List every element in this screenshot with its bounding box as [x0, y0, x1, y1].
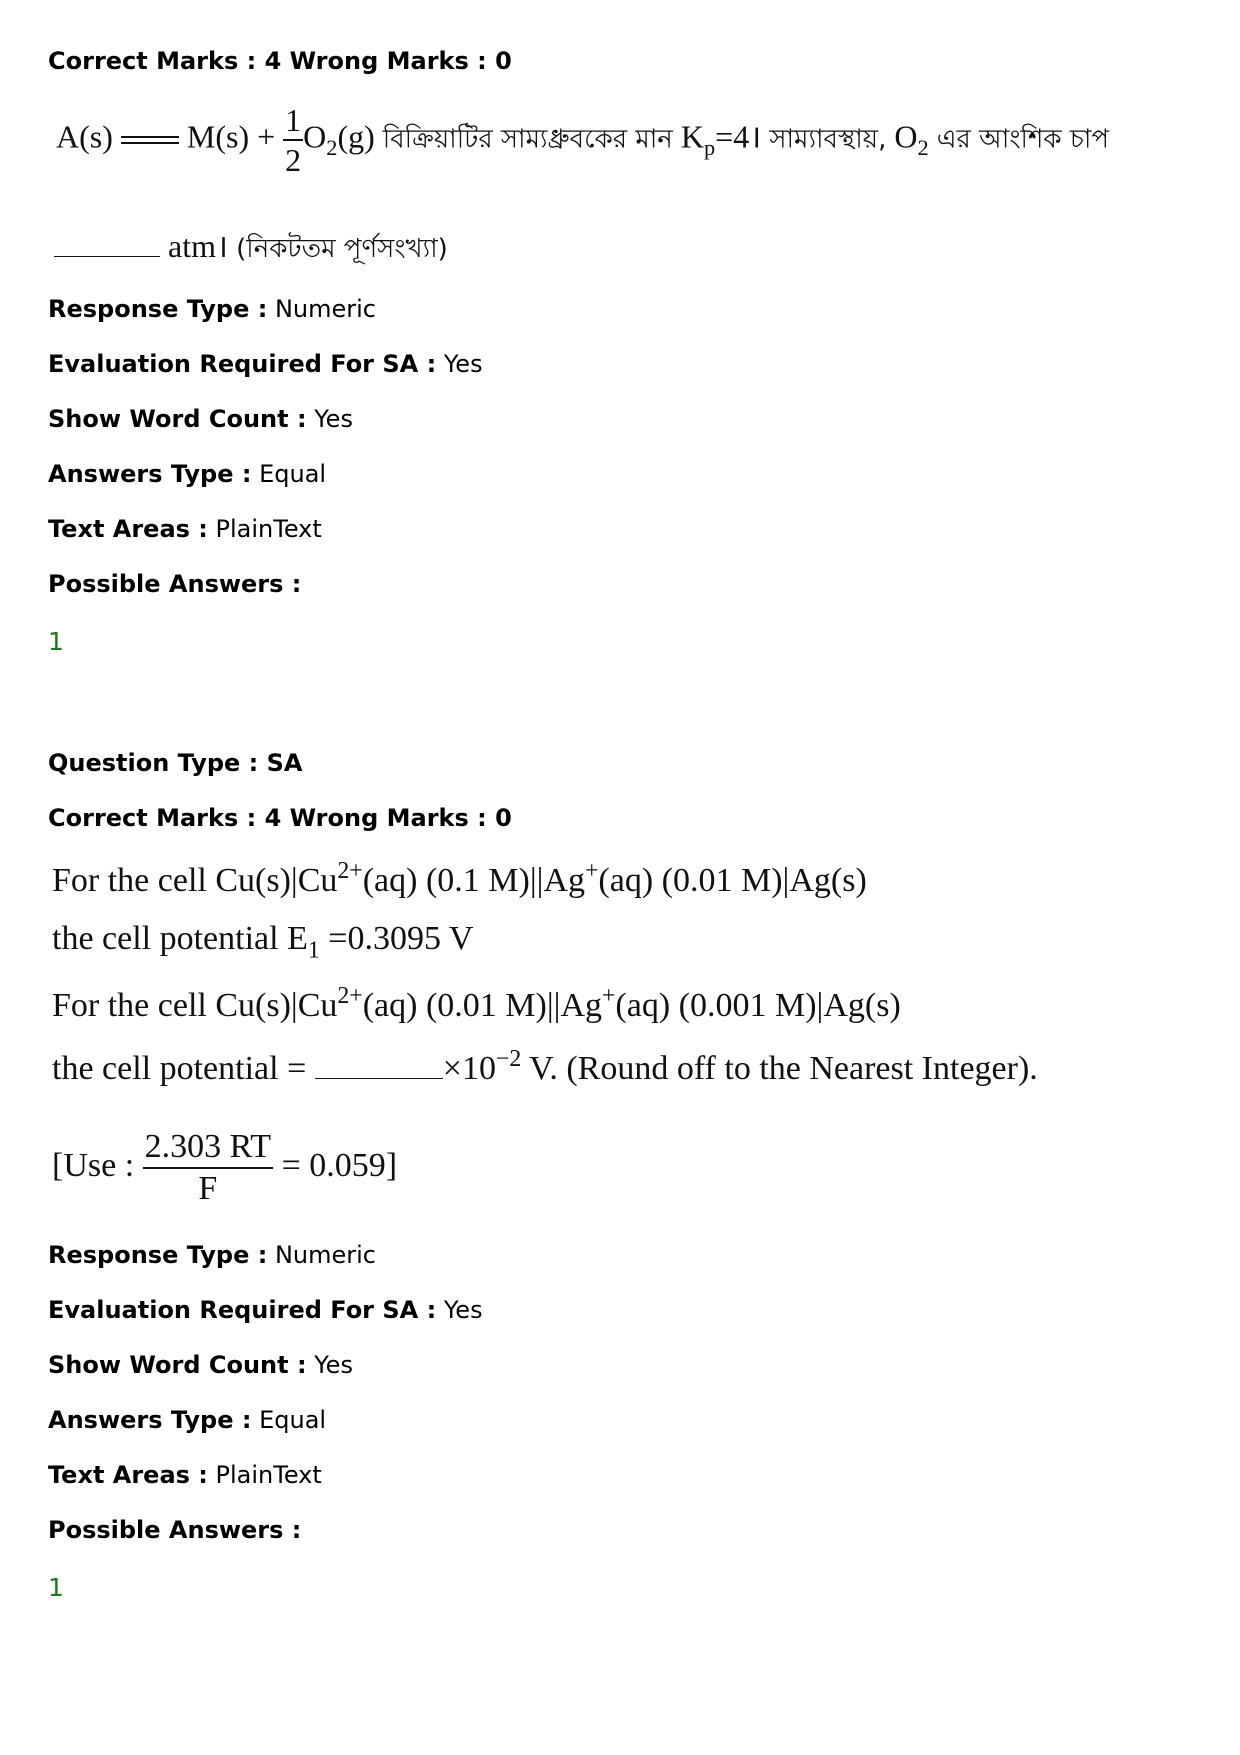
q2-show-word-count: Show Word Count : Yes: [48, 1351, 353, 1379]
q1-answer: 1: [48, 627, 64, 656]
q1-marks: Correct Marks : 4 Wrong Marks : 0: [48, 47, 512, 75]
q2-stem-line4: the cell potential = $\times 10^{-2}$ V. (Round off to the Nearest Integer).: [52, 1046, 1038, 1088]
answer-blank: [54, 227, 160, 257]
q2-text-areas: Text Areas : PlainText: [48, 1461, 322, 1489]
q2-response-type: Response Type : Numeric: [48, 1241, 376, 1269]
q1-stem-line2: atm। (নিকটতম পূর্ণসংখ্যা): [54, 224, 448, 272]
q1-answers-type: Answers Type : Equal: [48, 460, 327, 488]
q2-fraction: $\frac{2.303 RT}{F}$: [144, 1128, 272, 1207]
q2-stem-line3: For the cell $Cu(s)|Cu^{2+}(aq)$ (0.01 M)||Ag+(aq) (0.001 M)|Ag(s): [52, 983, 901, 1025]
q2-use-formula: [Use : $\frac{2.303 RT}{F}$ = 0.059]: [52, 1128, 398, 1207]
q1-fraction: $\frac{1}{2}$: [285, 102, 302, 178]
q2-possible-answers: Possible Answers :: [48, 1516, 302, 1544]
q1-possible-answers: Possible Answers :: [48, 570, 302, 598]
q2-stem-line2: the cell potential $E_1 =0.3095$ V: [52, 920, 474, 964]
q2-answers-type: Answers Type : Equal: [48, 1406, 327, 1434]
q2-stem-line1: For the cell $Cu(s)|Cu^{2+}(aq)$ (0.1 M)||Ag+(aq) (0.01 M)|Ag(s): [52, 858, 867, 900]
q1-text-areas: Text Areas : PlainText: [48, 515, 322, 543]
q2-marks: Correct Marks : 4 Wrong Marks : 0: [48, 804, 512, 832]
equilibrium-arrow-icon: [121, 134, 179, 146]
q1-show-word-count: Show Word Count : Yes: [48, 405, 353, 433]
answer-blank: [315, 1047, 443, 1079]
q1-response-type: Response Type : Numeric: [48, 295, 376, 323]
q1-stem-line1: A(s) M(s) + $\frac{1}{2}$ $O_2(g)$ বিক্রিয়াটির সাম্যধ্রুবকের মান $K_p=4।$ সাম্যাবস্থায়, $O_2$ এর আংশিক চাপ: [56, 102, 1110, 178]
q2-question-type: Question Type : SA: [48, 749, 303, 777]
q2-answer: 1: [48, 1573, 64, 1602]
q2-evaluation-required: Evaluation Required For SA : Yes: [48, 1296, 483, 1324]
q1-evaluation-required: Evaluation Required For SA : Yes: [48, 350, 483, 378]
